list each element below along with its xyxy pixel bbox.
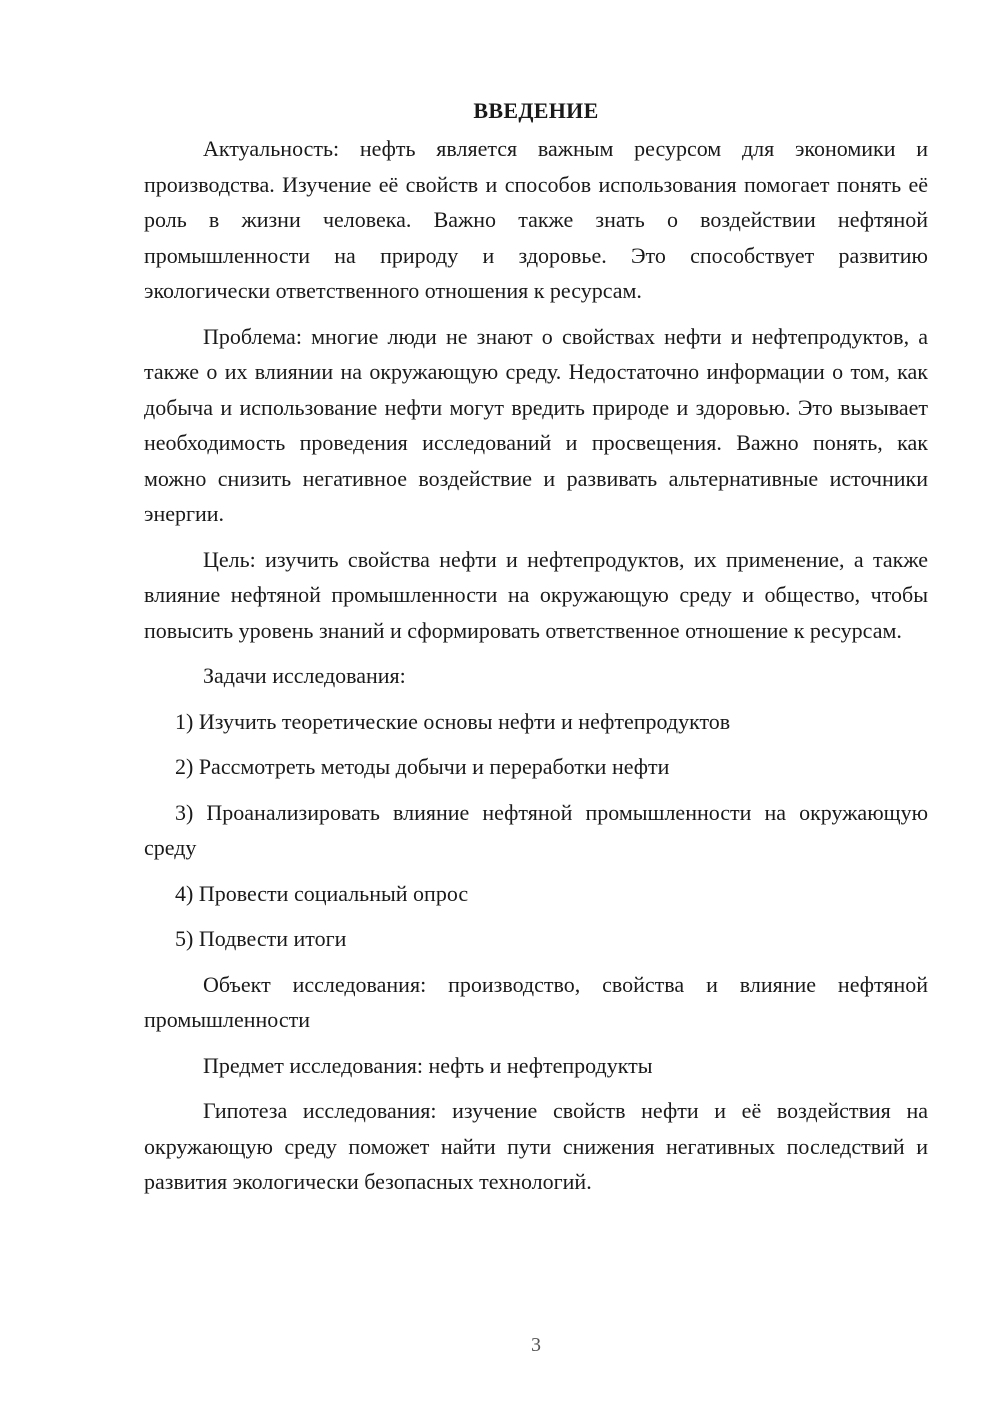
- tasks-heading: Задачи исследования:: [203, 663, 406, 688]
- problem-paragraph: Проблема: многие люди не знают о свойствах нефти и нефтепродуктов, а также о их влиянии на окружающую среду. Недостаточно информации о том, как добыча и использование нефти могут вредить природе и здоровью. Это вызывает необходимость проведения исследований и просвещения. Важно понять, как можно снизить негативное воздействие и развивать альтернативные источники энергии.: [144, 323, 928, 526]
- document-page: [144, 96, 928, 1210]
- task-item: 3) Проанализировать влияние нефтяной промышленности на окружающую среду: [144, 799, 928, 860]
- section-title: ВВЕДЕНИЕ: [473, 98, 599, 123]
- goal-paragraph: Цель: изучить свойства нефти и нефтепродуктов, их применение, а также влияние нефтяной промышленности на окружающую среду и общество, чтобы повысить уровень знаний и сформировать ответственное отношение к ресурсам.: [144, 546, 928, 643]
- page-number: 3: [531, 1334, 541, 1356]
- subject-paragraph: Предмет исследования: нефть и нефтепродукты: [203, 1052, 653, 1078]
- task-item: 4) Провести социальный опрос: [175, 880, 469, 906]
- object-paragraph: Объект исследования: производство, свойства и влияние нефтяной промышленности: [144, 971, 928, 1032]
- hypothesis-paragraph: Гипотеза исследования: изучение свойств нефти и её воздействия на окружающую среду поможет найти пути снижения негативных последствий и развития экологически безопасных технологий.: [144, 1098, 928, 1194]
- task-item: 5) Подвести итоги: [175, 926, 347, 951]
- relevance-paragraph: Актуальность: нефть является важным ресурсом для экономики и производства. Изучение её свойств и способов использования помогает понять её роль в жизни человека. Важно также знать о воздействии нефтяной промышленности на природу и здоровье. Это способствует развитию экологически ответственного отношения к ресурсам.: [144, 136, 928, 303]
- task-item: 1) Изучить теоретические основы нефти и нефтепродуктов: [175, 708, 731, 734]
- task-item: 2) Рассмотреть методы добычи и переработки нефти: [175, 754, 670, 779]
